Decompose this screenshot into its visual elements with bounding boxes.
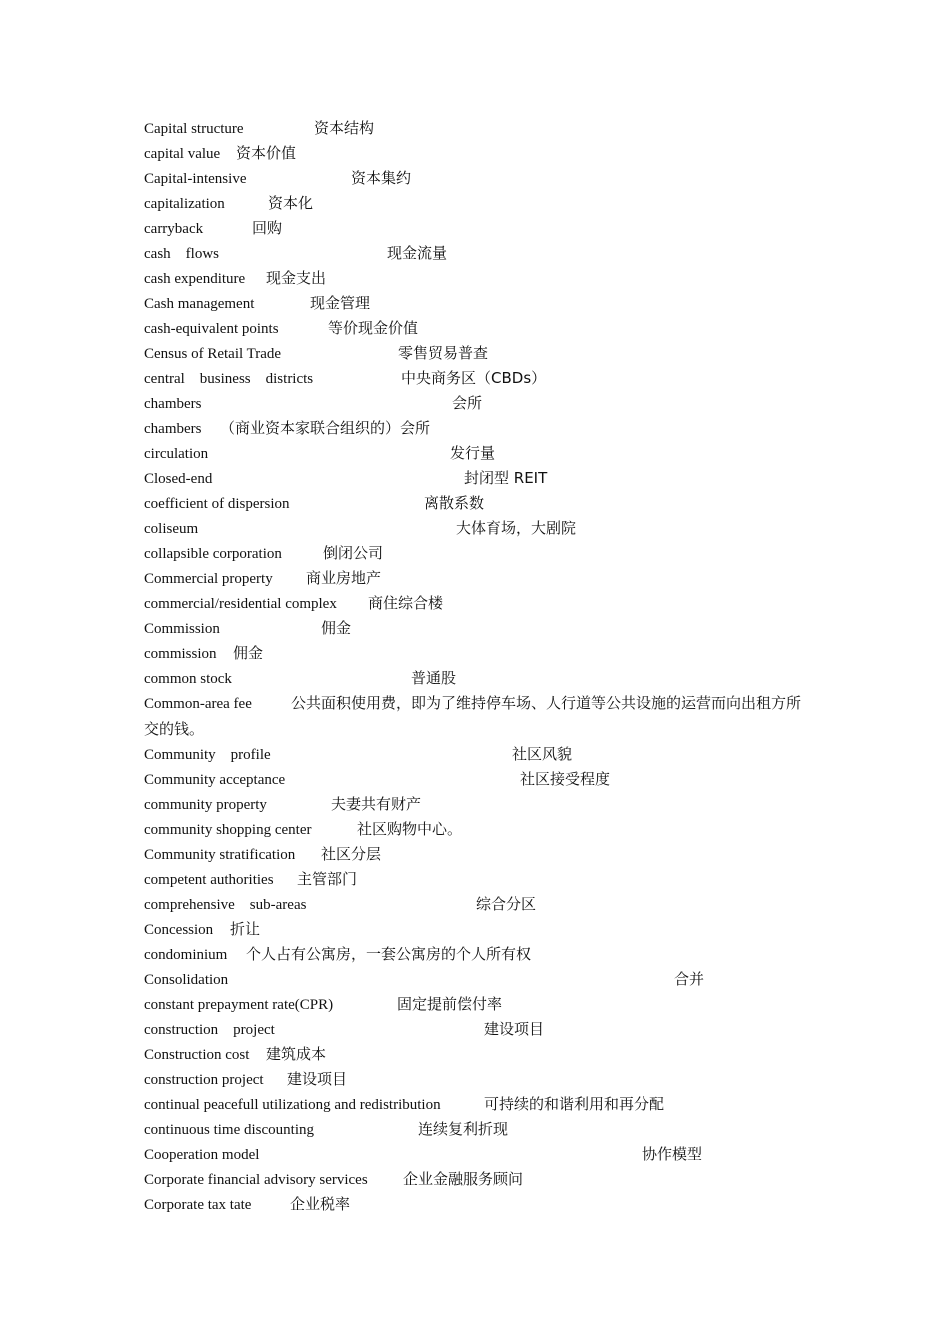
entry-term: Community stratification [144,847,296,863]
entry-translation: 佣金 [321,619,352,637]
glossary-entry [144,591,814,616]
glossary-entry [144,616,814,641]
glossary-entry [144,241,814,266]
entry-translation: 建设项目 [484,1020,545,1038]
glossary-entry [144,767,814,792]
glossary-entry [144,992,814,1017]
glossary-entry [144,942,814,967]
glossary-entry [144,516,814,541]
glossary-entry [144,742,814,767]
entry-translation: 资本集约 [351,169,412,187]
glossary-entry [144,416,814,441]
entry-term: coliseum [144,521,199,537]
entry-translation: 企业金融服务顾问 [403,1170,524,1188]
glossary-entry [144,666,814,691]
entry-translation: 倒闭公司 [323,544,384,562]
entry-term: capitalization [144,196,225,212]
entry-translation: 商业房地产 [306,569,382,587]
entry-term: capital value [144,146,221,162]
glossary-entry [144,466,814,491]
entry-term: cash-equivalent points [144,321,279,337]
entry-term: constant prepayment rate(CPR) [144,997,334,1013]
entry-term: coefficient of dispersion [144,496,290,512]
entry-term: Cooperation model [144,1147,260,1163]
glossary-entry [144,1142,814,1167]
glossary-entry [144,491,814,516]
glossary-entry [144,1067,814,1092]
entry-translation: 社区风貌 [512,745,573,763]
entry-term: Community profile [144,747,271,763]
glossary-entry [144,341,814,366]
entry-translation: 发行量 [450,444,496,462]
entry-term: common stock [144,671,232,687]
entry-translation: 现金管理 [310,294,371,312]
entry-term: cash flows [144,246,219,262]
entry-translation: 公共面积使用费，即为了维持停车场、人行道等公共设施的运营而向出租方所交的钱。 [144,694,802,738]
entry-translation: 零售贸易普查 [398,344,489,362]
entry-translation: 综合分区 [476,895,537,913]
entry-term: Community acceptance [144,772,286,788]
entry-term: carryback [144,221,204,237]
entry-translation: 回购 [252,219,283,237]
glossary-entry [144,842,814,867]
entry-translation: 资本化 [268,194,314,212]
entry-translation: 固定提前偿付率 [397,995,503,1013]
entry-term: commission [144,646,217,662]
entry-translation: 现金流量 [387,244,448,262]
entry-term: Corporate tax tate [144,1197,252,1213]
entry-term: Common-area fee [144,696,252,712]
entry-translation: 可持续的和谐利用和再分配 [484,1095,665,1113]
entry-translation: 社区分层 [321,845,382,863]
glossary-entry [144,366,814,391]
entry-translation: 封闭型 REIT [464,469,548,487]
entry-translation: 现金支出 [266,269,327,287]
glossary-entry [144,166,814,191]
entry-translation: 企业税率 [290,1195,351,1213]
entry-term: chambers [144,396,202,412]
glossary-entry [144,1117,814,1142]
entry-translation: 个人占有公寓房，一套公寓房的个人所有权 [246,945,532,963]
glossary-entry [144,216,814,241]
entry-translation: 资本价值 [236,144,297,162]
entry-term: construction project [144,1072,264,1088]
entry-translation: 建筑成本 [266,1045,327,1063]
entry-term: circulation [144,446,209,462]
entry-translation: 大体育场，大剧院 [456,519,577,537]
entry-term: continuous time discounting [144,1122,314,1138]
glossary-entry [144,391,814,416]
entry-translation: 普通股 [411,669,457,687]
glossary-entry [144,291,814,316]
entry-term: Cash management [144,296,255,312]
entry-term: cash expenditure [144,271,246,287]
entry-translation: （商业资本家联合组织的）会所 [220,419,431,437]
entry-translation: 建设项目 [287,1070,348,1088]
glossary-entry [144,541,814,566]
glossary-entry [144,266,814,291]
entry-term: community shopping center [144,822,312,838]
entry-translation: 主管部门 [297,870,358,888]
entry-term: construction project [144,1022,275,1038]
glossary-entry [144,917,814,942]
glossary-entry [144,441,814,466]
entry-translation: 社区购物中心。 [357,820,463,838]
entry-translation: 资本结构 [314,119,375,137]
glossary-entry [144,867,814,892]
entry-term: Capital structure [144,121,244,137]
entry-term: commercial/residential complex [144,596,337,612]
entry-term: collapsible corporation [144,546,282,562]
glossary-entry [144,1017,814,1042]
glossary-entry [144,141,814,166]
glossary-entry [144,691,814,742]
entry-term: Capital-intensive [144,171,247,187]
glossary-entry [144,817,814,842]
entry-term: competent authorities [144,872,274,888]
glossary-entry [144,1192,814,1217]
entry-term: condominium [144,947,228,963]
entry-term: Concession [144,922,214,938]
entry-translation: 折让 [230,920,261,938]
glossary-entry [144,316,814,341]
glossary-entry [144,967,814,992]
entry-term: Consolidation [144,972,229,988]
glossary-entry [144,641,814,666]
entry-translation: 会所 [452,394,483,412]
entry-translation: 夫妻共有财产 [331,795,422,813]
entry-term: chambers [144,421,202,437]
entry-translation: 社区接受程度 [520,770,611,788]
entry-translation: 中央商务区（CBDs） [401,369,547,387]
entry-translation: 离散系数 [424,494,485,512]
glossary-entry [144,1042,814,1067]
glossary-entry [144,792,814,817]
entry-translation: 合并 [674,970,705,988]
glossary-entry [144,116,814,141]
entry-translation: 连续复利折现 [418,1120,509,1138]
entry-term: continual peacefull utilizationg and redistribution [144,1097,441,1113]
entry-term: Corporate financial advisory services [144,1172,368,1188]
entry-term: Commission [144,621,220,637]
glossary-entry [144,1167,814,1192]
entry-term: central business districts [144,371,314,387]
entry-term: Commercial property [144,571,273,587]
glossary-entry [144,191,814,216]
entry-term: Census of Retail Trade [144,346,282,362]
glossary-entry [144,892,814,917]
entry-translation: 商住综合楼 [368,594,444,612]
entry-translation: 协作模型 [642,1145,703,1163]
glossary-list [144,116,814,1217]
entry-translation: 佣金 [233,644,264,662]
entry-term: Construction cost [144,1047,250,1063]
entry-term: community property [144,797,267,813]
glossary-entry [144,1092,814,1117]
entry-term: Closed-end [144,471,213,487]
glossary-entry [144,566,814,591]
entry-term: comprehensive sub-areas [144,897,307,913]
entry-translation: 等价现金价值 [328,319,419,337]
